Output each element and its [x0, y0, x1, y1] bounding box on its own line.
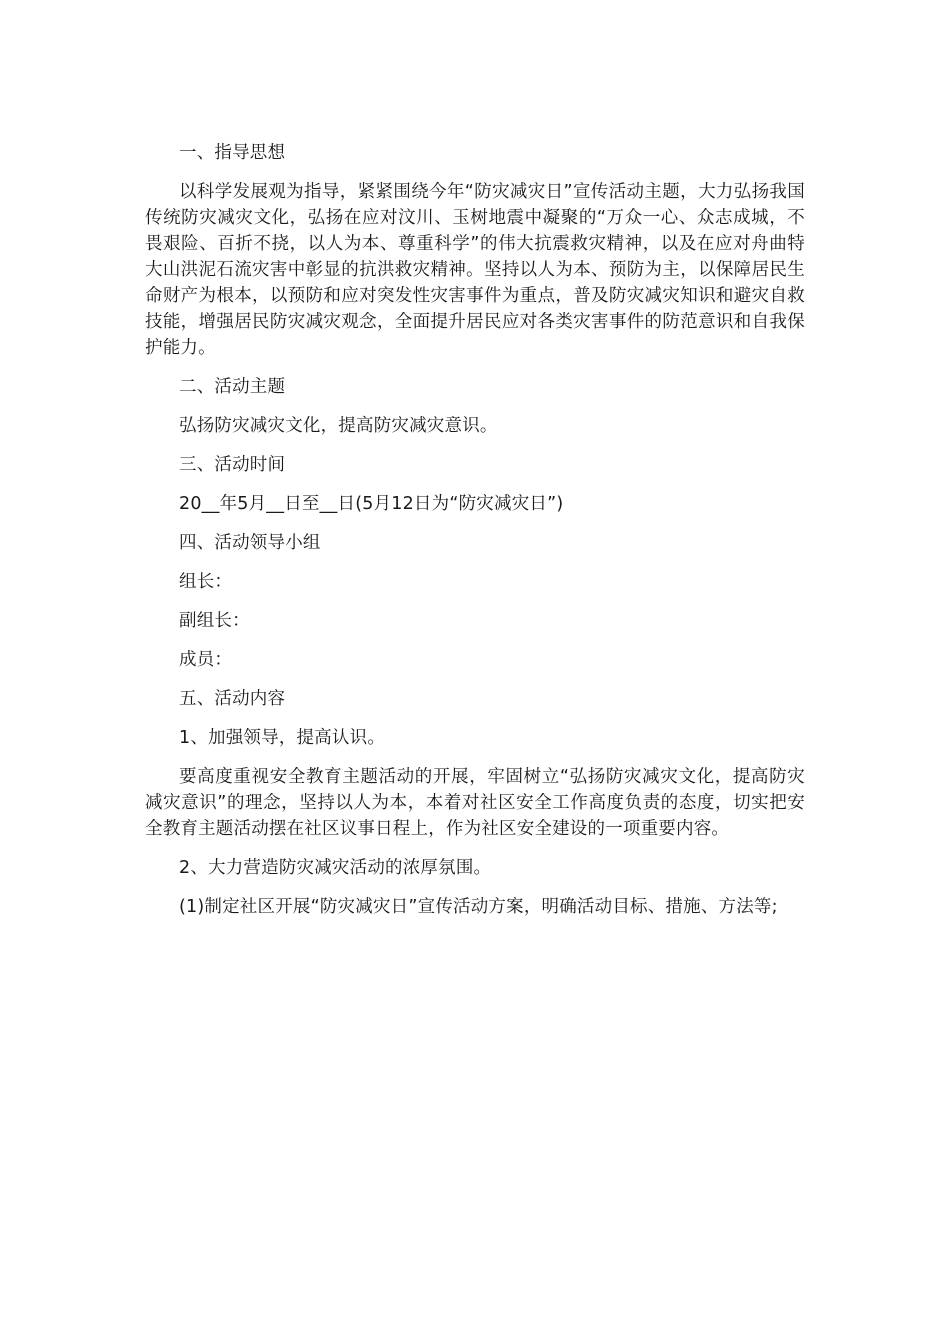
- group-leader-line: 组长：: [179, 572, 233, 592]
- activity-time-text: 20__年5月__日至__日(5月12日为“防灾减灾日”): [179, 494, 564, 514]
- document-body: [145, 140, 805, 933]
- content-item-2-title: 2、大力营造防灾减灾活动的浓厚氛围。: [179, 858, 492, 878]
- guiding-ideology-paragraph: 以科学发展观为指导，紧紧围绕今年“防灾减灾日”宣传活动主题，大力弘扬我国传统防灾减灾文化，弘扬在应对汶川、玉树地震中凝聚的“万众一心、众志成城，不畏艰险、百折不挠，以人为本、尊重科学”的伟大抗震救灾精神，以及在应对舟曲特大山洪泥石流灾害中彰显的抗洪救灾精神。坚持以人为本、预防为主，以保障居民生命财产为根本，以预防和应对突发性灾害事件为重点，普及防灾减灾知识和避灾自救技能，增强居民防灾减灾观念，全面提升居民应对各类灾害事件的防范意识和自我保护能力。: [145, 182, 805, 358]
- deputy-leader-line: 副组长：: [179, 611, 250, 631]
- section-heading-activity-content: 五、活动内容: [179, 689, 286, 709]
- content-item-2-sub-1: (1)制定社区开展“防灾减灾日”宣传活动方案，明确活动目标、措施、方法等;: [179, 897, 778, 917]
- section-heading-activity-theme: 二、活动主题: [179, 377, 286, 397]
- content-item-1-paragraph: 要高度重视安全教育主题活动的开展，牢固树立“弘扬防灾减灾文化，提高防灾减灾意识”的理念，坚持以人为本，本着对社区安全工作高度负责的态度，切实把安全教育主题活动摆在社区议事日程上，作为社区安全建设的一项重要内容。: [145, 767, 805, 839]
- section-heading-guiding-ideology: 一、指导思想: [179, 143, 286, 163]
- activity-theme-text: 弘扬防灾减灾文化，提高防灾减灾意识。: [179, 416, 498, 436]
- section-heading-leadership-group: 四、活动领导小组: [179, 533, 321, 553]
- section-heading-activity-time: 三、活动时间: [179, 455, 286, 475]
- members-line: 成员：: [179, 650, 233, 670]
- content-item-1-title: 1、加强领导，提高认识。: [179, 728, 386, 748]
